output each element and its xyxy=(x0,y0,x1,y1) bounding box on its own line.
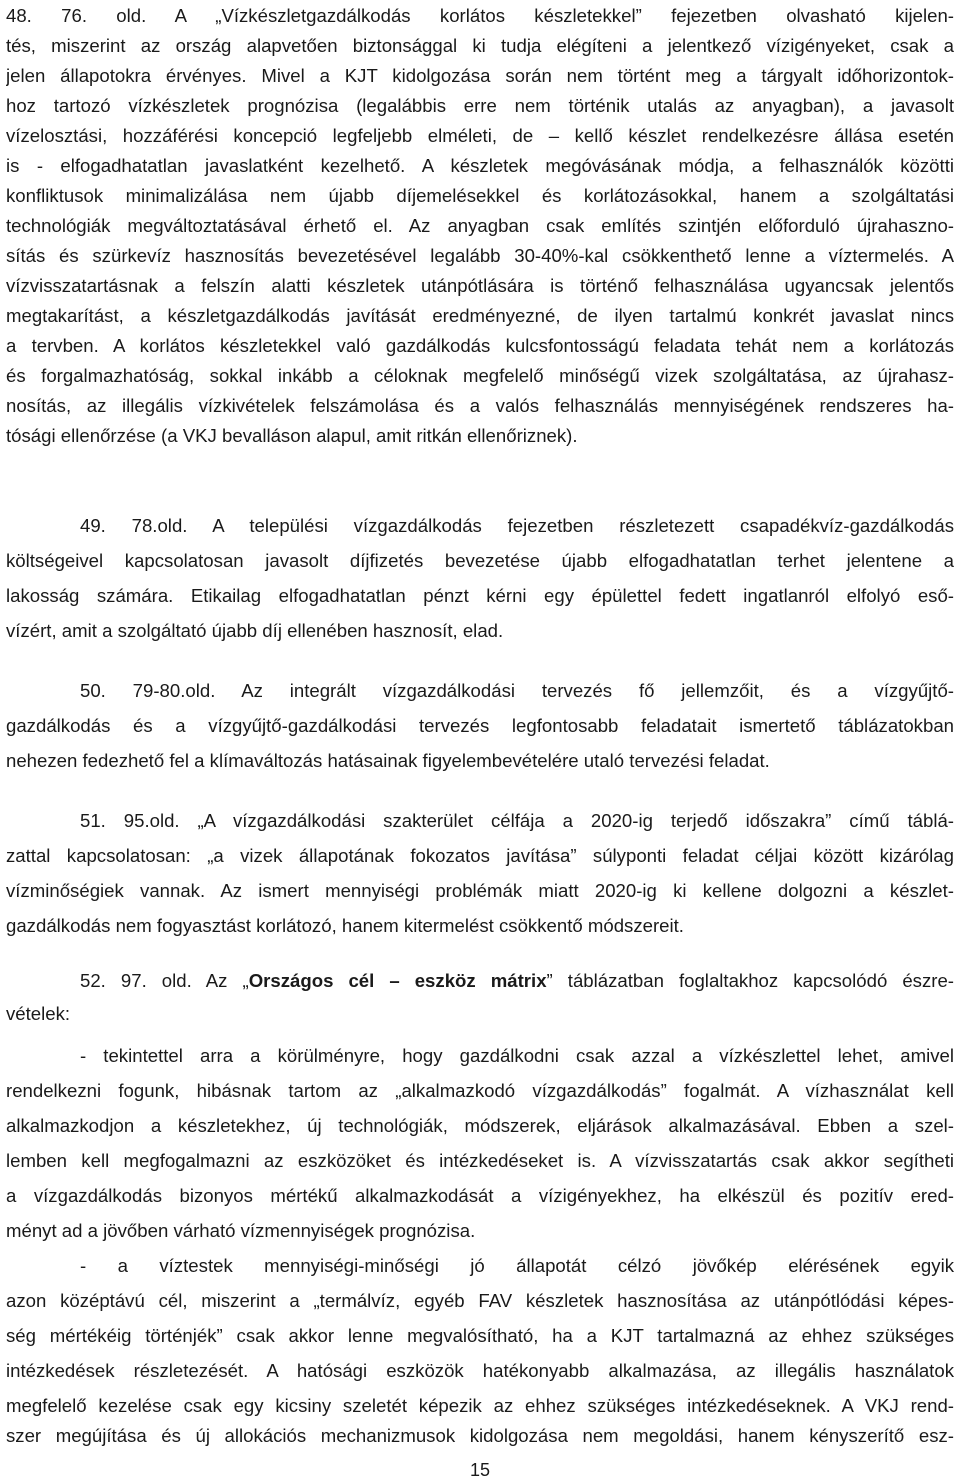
text-line: vízért, amit a szolgáltató újabb díj ellenében hasznosít, elad. xyxy=(6,620,504,641)
text-line: 51. 95.old. „A vízgazdálkodási szakterület célfája a 2020-ig terjedő időszakra” című táblá- xyxy=(80,810,954,831)
text-line: szer megújítása és új allokációs mechanizmusok kidolgozása nem megoldási, hanem kényszerítő esz- xyxy=(6,1425,954,1446)
text-line: zattal kapcsolatosan: „a vizek állapotának fokozatos javítása” súlyponti feladat céljai között kizárólag xyxy=(6,845,954,866)
text-line: lemben kell megfogalmazni az eszközöket és intézkedéseket is. A vízvisszatartás csak akkor segítheti xyxy=(6,1150,954,1171)
text-line: vízminőségiek vannak. Az ismert mennyiségi problémák miatt 2020-ig ki kellene dolgozni a készlet- xyxy=(6,880,954,901)
text-line: gazdálkodás és a vízgyűjtő-gazdálkodási tervezés legfontosabb feladatait ismertető táblázatokban xyxy=(6,715,954,736)
text-line: tósági ellenőrzése (a VKJ bevalláson alapul, amit ritkán ellenőriznek). xyxy=(6,425,578,446)
text-line: és forgalmazhatóság, sokkal inkább a céloknak megfelelő minőségű vizek szolgáltatása, az újrahasz- xyxy=(6,365,954,386)
bold-term: Országos cél – eszköz mátrix xyxy=(248,970,547,991)
text-line: 49. 78.old. A települési vízgazdálkodás fejezetben részletezett csapadékvíz-gazdálkodás xyxy=(80,515,954,536)
page-number: 15 xyxy=(469,1460,491,1480)
text-line: a tervben. A korlátos készletekkel való gazdálkodás kulcsfontosságú feladata tehát nem a korlátozás xyxy=(6,335,954,356)
text-line: gazdálkodás nem fogyasztást korlátozó, hanem kitermelést csökkentő módszereit. xyxy=(6,915,684,936)
text-line: nehezen fedezhető fel a klímaváltozás hatásainak figyelembevételére utaló tervezési feladat. xyxy=(6,750,770,771)
text-line: intézkedések részletezését. A hatósági eszközök hatékonyabb alkalmazása, az illegális használatok xyxy=(6,1360,954,1381)
text-line: vízvisszatartásnak a felszín alatti készletek utánpótlására is történő felhasználása ugyancsak jelentős xyxy=(6,275,954,296)
text-line xyxy=(80,965,954,997)
text-line: 50. 79-80.old. Az integrált vízgazdálkodási tervezés fő jellemzőit, és a vízgyűjtő- xyxy=(80,680,954,701)
text-line: ményt ad a jövőben várható vízmennyiségek prognózisa. xyxy=(6,1220,476,1241)
text-line: is - elfogadhatatlan javaslatként kezelhető. A készletek megóvásának módja, a felhasználók közötti xyxy=(6,155,954,176)
text-line: nosítás, az illegális vízkivételek felszámolása és a valós felhasználás mennyiségének rendszeres ha- xyxy=(6,395,954,416)
text-line: rendelkezni fogunk, hibásnak tartom az „alkalmazkodó vízgazdálkodás” fogalmát. A vízhasználat kell xyxy=(6,1080,954,1101)
text-line: technológiák megváltoztatásával érhető el. Az anyagban csak említés szintjén előforduló újrahaszno- xyxy=(6,215,954,236)
text-line: költségeivel kapcsolatosan javasolt díjfizetés bevezetése újabb elfogadhatatlan terhet jelentene a xyxy=(6,550,954,571)
text-line: megfelelő kezelése csak egy kicsiny szeletét képezik az ehhez szükséges intézkedéseknek. A VKJ rend- xyxy=(6,1395,954,1416)
text-run: 52. 97. old. Az „ xyxy=(80,970,249,991)
text-line: vételek: xyxy=(6,1003,71,1024)
text-line: 48. 76. old. A „Vízkészletgazdálkodás korlátos készletekkel” fejezetben olvasható kijelen- xyxy=(6,5,954,26)
text-line: vízelosztási, hozzáférési koncepció legfeljebb elméleti, de – kellő készlet rendelkezésre állása esetén xyxy=(6,125,954,146)
text-line: jelen állapotokra érvényes. Mivel a KJT kidolgozása során nem történt meg a tárgyalt időhorizontok- xyxy=(6,65,954,86)
text-run: ” táblázatban foglaltakhoz kapcsolódó észre- xyxy=(546,970,954,991)
text-line: sítás és szürkevíz hasznosítás bevezetésével legalább 30-40%-kal csökkenthető lenne a víztermelés. A xyxy=(6,245,954,266)
text-line: - a víztestek mennyiségi-minőségi jó állapotát célzó jövőkép elérésének egyik xyxy=(80,1255,954,1276)
text-line: a vízgazdálkodás bizonyos mértékű alkalmazkodását a vízigényekhez, ha elkészül és pozitív ered- xyxy=(6,1185,954,1206)
text-line: - tekintettel arra a körülményre, hogy gazdálkodni csak azzal a vízkészlettel lehet, amivel xyxy=(80,1045,954,1066)
text-line: hoz tartozó vízkészletek prognózisa (legalábbis erre nem történik utalás az anyagban), a javasolt xyxy=(6,95,954,116)
text-line: megtakarítást, a készletgazdálkodás javítását eredményezné, de ilyen tartalmú konkrét javaslat nincs xyxy=(6,305,954,326)
text-line: azon középtávú cél, miszerint a „termálvíz, egyéb FAV készletek hasznosítása az utánpótlódási képes- xyxy=(6,1290,954,1311)
text-line: konfliktusok minimalizálása nem újabb díjemelésekkel és korlátozásokkal, hanem a szolgáltatási xyxy=(6,185,954,206)
text-line: lakosság számára. Etikailag elfogadhatatlan pénzt kérni egy épülettel fedett ingatlanról elfolyó eső- xyxy=(6,585,954,606)
text-line: alkalmazkodjon a készletekhez, új technológiák, módszerek, eljárások alkalmazásával. Ebben a szel- xyxy=(6,1115,954,1136)
text-line: tés, miszerint az ország alapvetően biztonsággal ki tudja elégíteni a jelentkező vízigényeket, csak a xyxy=(6,35,954,56)
text-line: ség mértékéig történjék” csak akkor lenne megvalósítható, ha a KJT tartalmazná az ehhez szükséges xyxy=(6,1325,954,1346)
